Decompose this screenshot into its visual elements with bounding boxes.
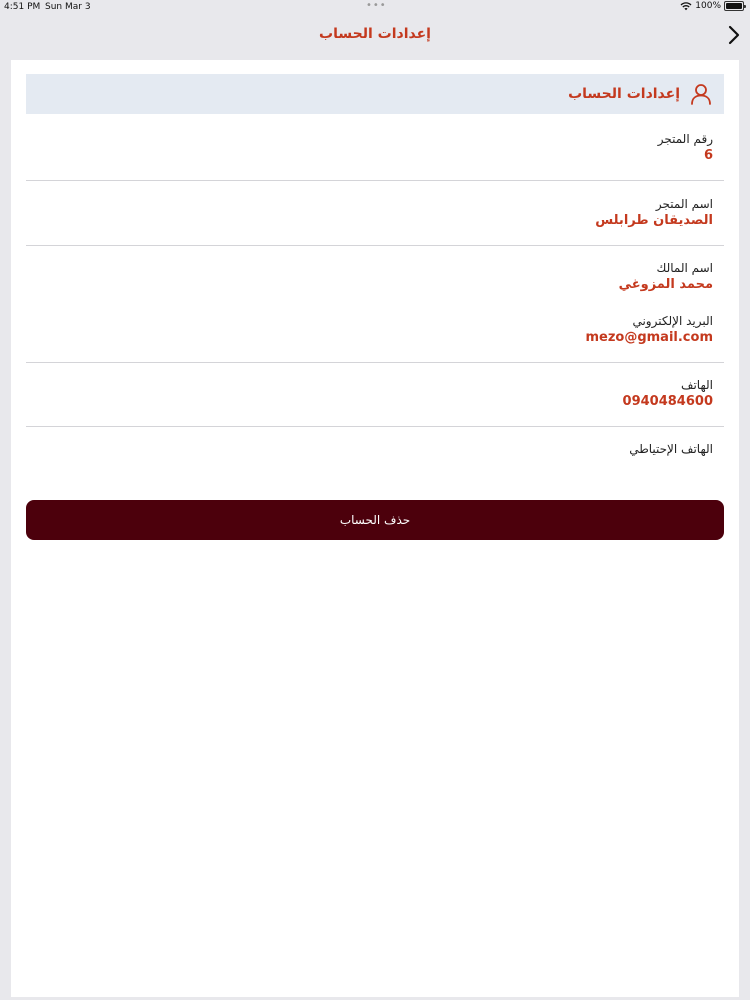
delete-account-button[interactable]: حذف الحساب	[26, 500, 724, 540]
store-name-value: الصديقان طرابلس	[595, 213, 713, 228]
user-icon	[690, 83, 712, 105]
backup-phone-field	[26, 442, 724, 458]
store-number-value: 6	[703, 148, 713, 163]
divider	[26, 180, 724, 181]
divider	[26, 426, 724, 427]
battery-percent: 100%	[695, 1, 721, 11]
page-title: إعدادات الحساب	[319, 26, 431, 42]
owner-name-label: اسم المالك	[656, 261, 713, 275]
owner-name-field	[26, 261, 724, 292]
battery-icon	[724, 1, 744, 11]
email-field	[26, 314, 724, 345]
store-number-label: رقم المتجر	[657, 132, 713, 146]
navigation-bar	[0, 14, 750, 58]
section-header	[26, 74, 724, 114]
backup-phone-label: الهاتف الإحتياطي	[629, 442, 713, 456]
wifi-icon	[680, 1, 692, 11]
email-label: البريد الإلكتروني	[632, 314, 713, 328]
account-settings-panel	[11, 60, 739, 997]
phone-field	[26, 378, 724, 409]
section-title: إعدادات الحساب	[568, 86, 680, 102]
store-number-field	[26, 132, 724, 163]
chevron-right-icon[interactable]	[726, 24, 742, 46]
store-name-label: اسم المتجر	[655, 197, 713, 211]
phone-label: الهاتف	[681, 378, 713, 392]
email-value: mezo@gmail.com	[585, 330, 713, 345]
divider	[26, 245, 724, 246]
battery-level	[726, 3, 742, 9]
status-indicators	[680, 1, 744, 11]
owner-name-value: محمد المزوغي	[618, 277, 713, 292]
status-time: 4:51 PM	[4, 2, 41, 12]
status-bar	[0, 0, 750, 14]
multitasking-dots[interactable]: •••	[366, 0, 387, 11]
status-date: Sun Mar 3	[45, 2, 91, 12]
divider	[26, 362, 724, 363]
phone-value: 0940484600	[622, 394, 713, 409]
store-name-field	[26, 197, 724, 228]
